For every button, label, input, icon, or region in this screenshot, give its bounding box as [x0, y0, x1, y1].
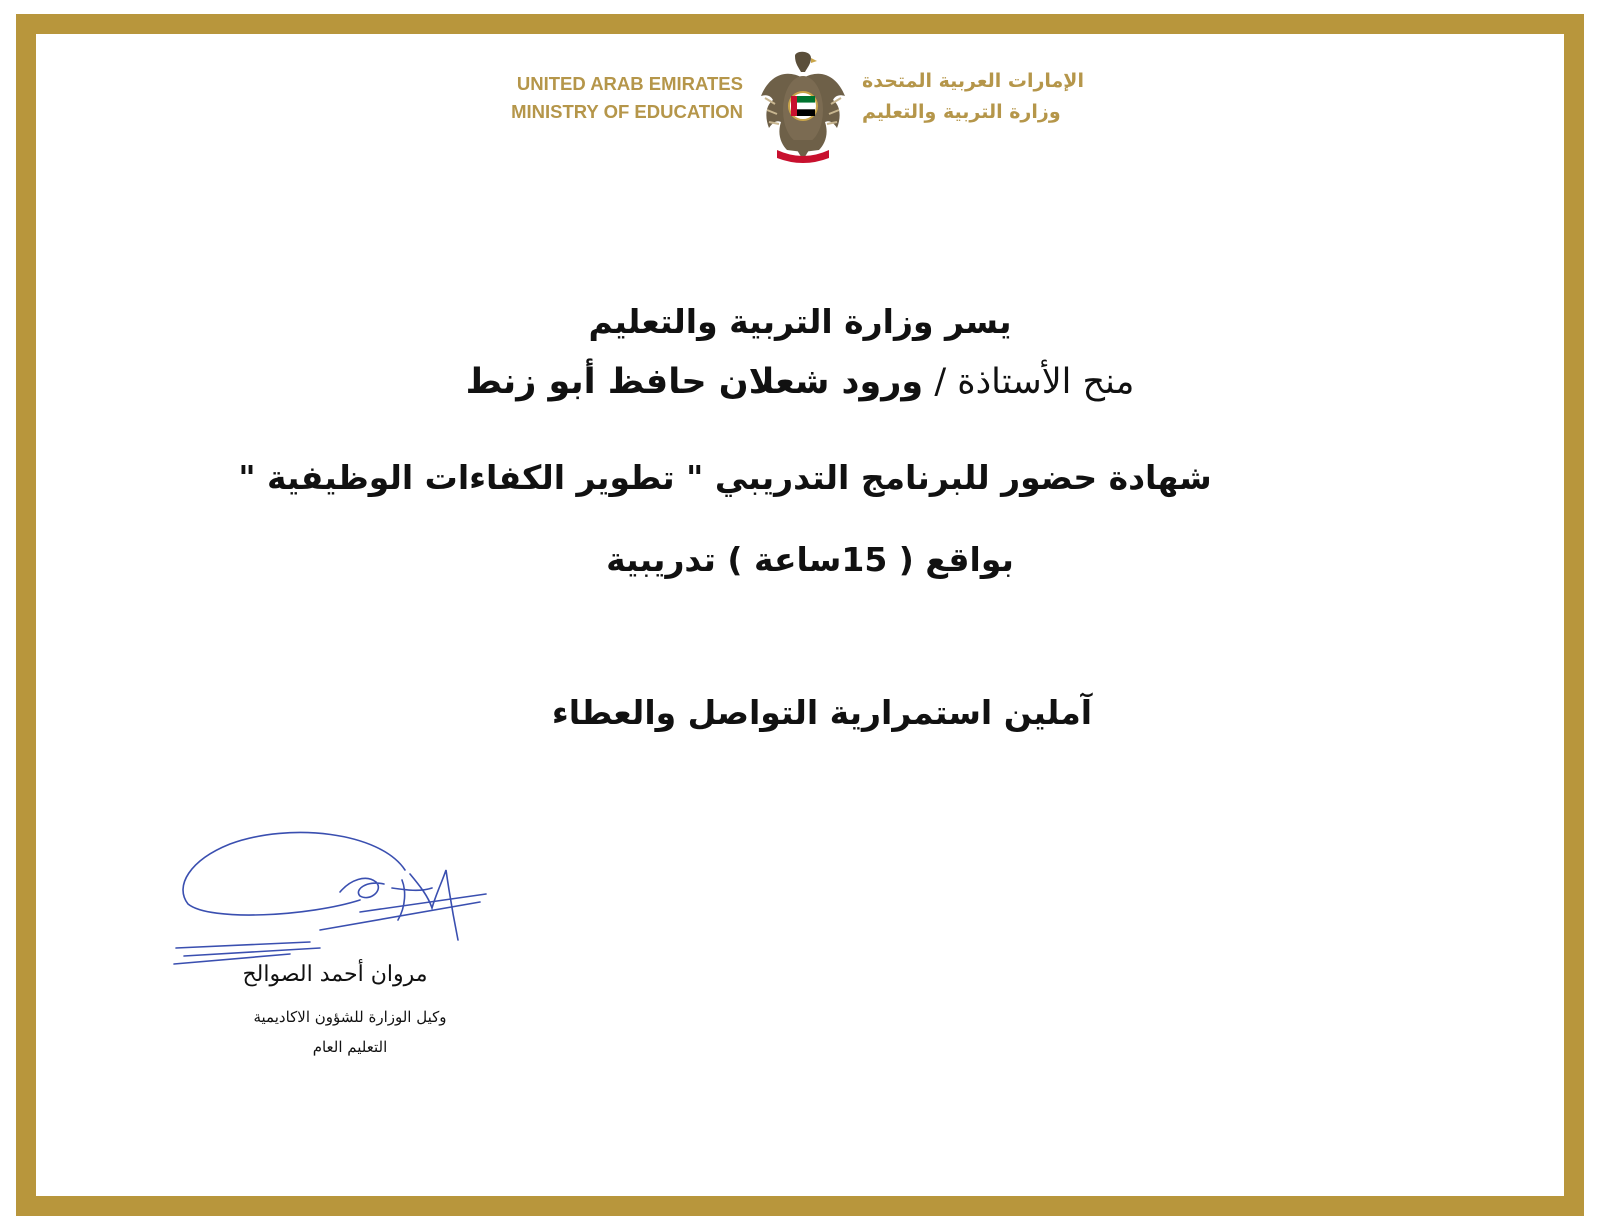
signatory-department: التعليم العام	[312, 1038, 388, 1056]
ministry-name-ar: وزارة التربية والتعليم	[862, 101, 1061, 123]
country-name-ar: الإمارات العربية المتحدة	[862, 70, 1084, 92]
uae-emblem-icon	[755, 48, 851, 166]
certificate-intro: يسر وزارة التربية والتعليم	[588, 302, 1012, 341]
country-name-en: UNITED ARAB EMIRATES	[516, 73, 743, 94]
ministry-name-arabic	[862, 66, 1084, 128]
certificate-border	[16, 14, 1584, 1216]
award-prefix: منح الأستاذة /	[923, 362, 1135, 402]
training-hours: بواقع ( 15ساعة ) تدريبية	[606, 540, 1014, 579]
program-title: شهادة حضور للبرنامج التدريبي " تطوير الكفاءات الوظيفية "	[238, 458, 1212, 497]
ministry-name-english	[511, 70, 743, 126]
signatory-title: وكيل الوزارة للشؤون الاكاديمية	[253, 1008, 447, 1026]
closing-wish: آملين استمرارية التواصل والعطاء	[551, 693, 1093, 732]
recipient-name: ورود شعلان حافظ أبو زنط	[465, 362, 924, 402]
signatory-name: مروان أحمد الصوالح	[242, 962, 428, 987]
award-line	[0, 362, 1600, 402]
ministry-name-en: MINISTRY OF EDUCATION	[511, 101, 743, 122]
